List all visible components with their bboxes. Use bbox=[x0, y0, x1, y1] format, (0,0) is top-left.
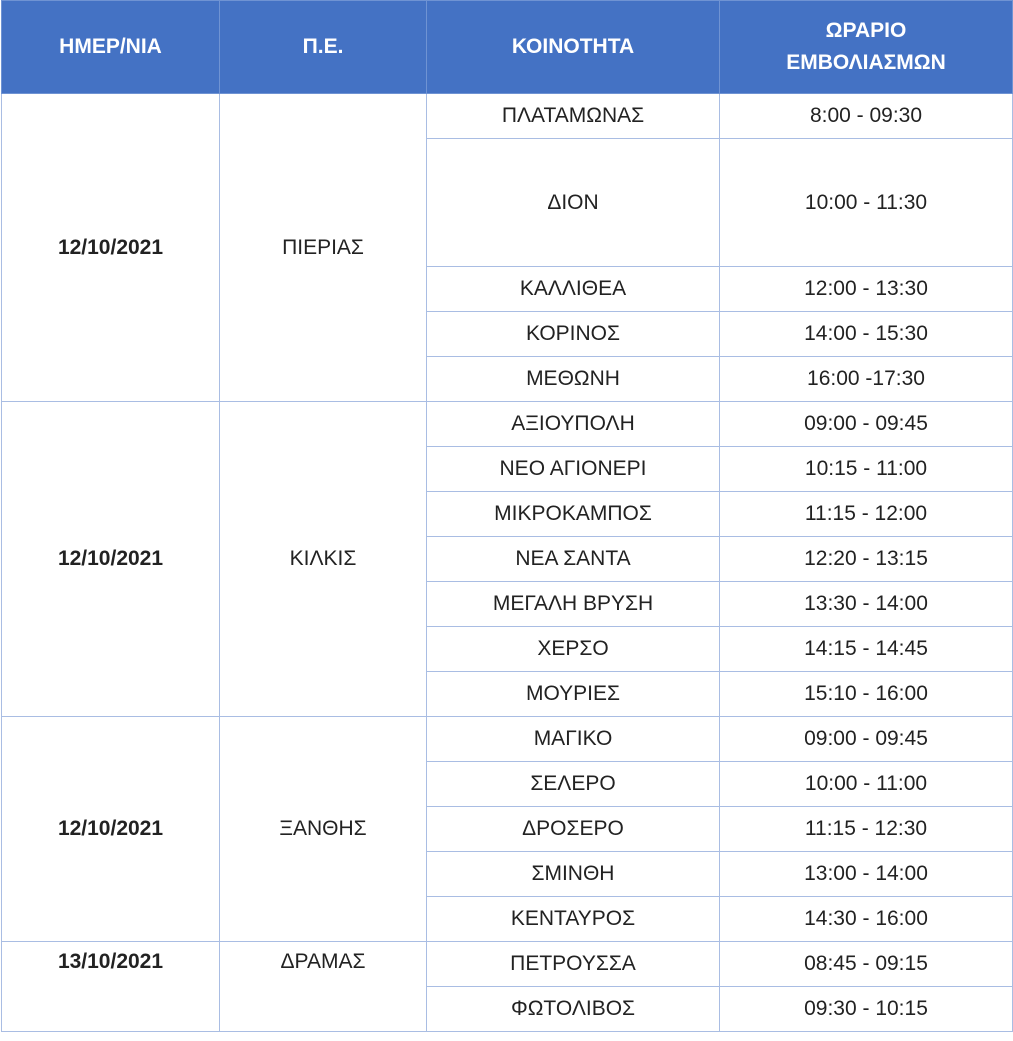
community-cell: ΜΙΚΡΟΚΑΜΠΟΣ bbox=[427, 492, 720, 537]
time-cell: 09:00 - 09:45 bbox=[720, 717, 1013, 762]
time-cell: 08:45 - 09:15 bbox=[720, 942, 1013, 987]
community-cell: ΜΑΓΙΚΟ bbox=[427, 717, 720, 762]
table-row bbox=[2, 402, 1013, 447]
time-cell: 09:30 - 10:15 bbox=[720, 987, 1013, 1032]
time-cell: 8:00 - 09:30 bbox=[720, 94, 1013, 139]
time-cell: 14:30 - 16:00 bbox=[720, 897, 1013, 942]
time-cell: 12:00 - 13:30 bbox=[720, 267, 1013, 312]
community-cell: ΣΜΙΝΘΗ bbox=[427, 852, 720, 897]
region-cell: ΔΡΑΜΑΣ bbox=[220, 942, 427, 1032]
community-cell: ΠΛΑΤΑΜΩΝΑΣ bbox=[427, 94, 720, 139]
community-cell: ΝΕΑ ΣΑΝΤΑ bbox=[427, 537, 720, 582]
time-cell: 09:00 - 09:45 bbox=[720, 402, 1013, 447]
header-community: ΚΟΙΝΟΤΗΤΑ bbox=[427, 1, 720, 94]
time-cell: 16:00 -17:30 bbox=[720, 357, 1013, 402]
date-cell: 12/10/2021 bbox=[2, 717, 220, 942]
region-cell: ΞΑΝΘΗΣ bbox=[220, 717, 427, 942]
time-cell: 10:15 - 11:00 bbox=[720, 447, 1013, 492]
time-cell: 11:15 - 12:30 bbox=[720, 807, 1013, 852]
region-cell: ΠΙΕΡΙΑΣ bbox=[220, 94, 427, 402]
community-cell: ΜΕΘΩΝΗ bbox=[427, 357, 720, 402]
table-row bbox=[2, 717, 1013, 762]
header-schedule: ΩΡΑΡΙΟ ΕΜΒΟΛΙΑΣΜΩΝ bbox=[720, 1, 1013, 94]
time-cell: 14:15 - 14:45 bbox=[720, 627, 1013, 672]
table-row bbox=[2, 942, 1013, 987]
date-cell: 12/10/2021 bbox=[2, 94, 220, 402]
region-cell: ΚΙΛΚΙΣ bbox=[220, 402, 427, 717]
community-cell: ΣΕΛΕΡΟ bbox=[427, 762, 720, 807]
time-cell: 10:00 - 11:30 bbox=[720, 139, 1013, 267]
time-cell: 10:00 - 11:00 bbox=[720, 762, 1013, 807]
community-cell: ΔΡΟΣΕΡΟ bbox=[427, 807, 720, 852]
community-cell: ΠΕΤΡΟΥΣΣΑ bbox=[427, 942, 720, 987]
community-cell: ΧΕΡΣΟ bbox=[427, 627, 720, 672]
time-cell: 14:00 - 15:30 bbox=[720, 312, 1013, 357]
time-cell: 11:15 - 12:00 bbox=[720, 492, 1013, 537]
community-cell: ΝΕΟ ΑΓΙΟΝΕΡΙ bbox=[427, 447, 720, 492]
table-body bbox=[2, 94, 1013, 1032]
community-cell: ΚΟΡΙΝΟΣ bbox=[427, 312, 720, 357]
date-cell: 13/10/2021 bbox=[2, 942, 220, 1032]
community-cell: ΔΙΟΝ bbox=[427, 139, 720, 267]
community-cell: ΑΞΙΟΥΠΟΛΗ bbox=[427, 402, 720, 447]
community-cell: ΦΩΤΟΛΙΒΟΣ bbox=[427, 987, 720, 1032]
header-date: ΗΜΕΡ/ΝΙΑ bbox=[2, 1, 220, 94]
time-cell: 13:30 - 14:00 bbox=[720, 582, 1013, 627]
time-cell: 13:00 - 14:00 bbox=[720, 852, 1013, 897]
date-cell: 12/10/2021 bbox=[2, 402, 220, 717]
header-region: Π.Ε. bbox=[220, 1, 427, 94]
community-cell: ΚΕΝΤΑΥΡΟΣ bbox=[427, 897, 720, 942]
table-row bbox=[2, 94, 1013, 139]
community-cell: ΜΕΓΑΛΗ ΒΡΥΣΗ bbox=[427, 582, 720, 627]
time-cell: 12:20 - 13:15 bbox=[720, 537, 1013, 582]
vaccination-schedule-table bbox=[1, 0, 1013, 1032]
time-cell: 15:10 - 16:00 bbox=[720, 672, 1013, 717]
community-cell: ΜΟΥΡΙΕΣ bbox=[427, 672, 720, 717]
community-cell: ΚΑΛΛΙΘΕΑ bbox=[427, 267, 720, 312]
header-row bbox=[2, 1, 1013, 94]
